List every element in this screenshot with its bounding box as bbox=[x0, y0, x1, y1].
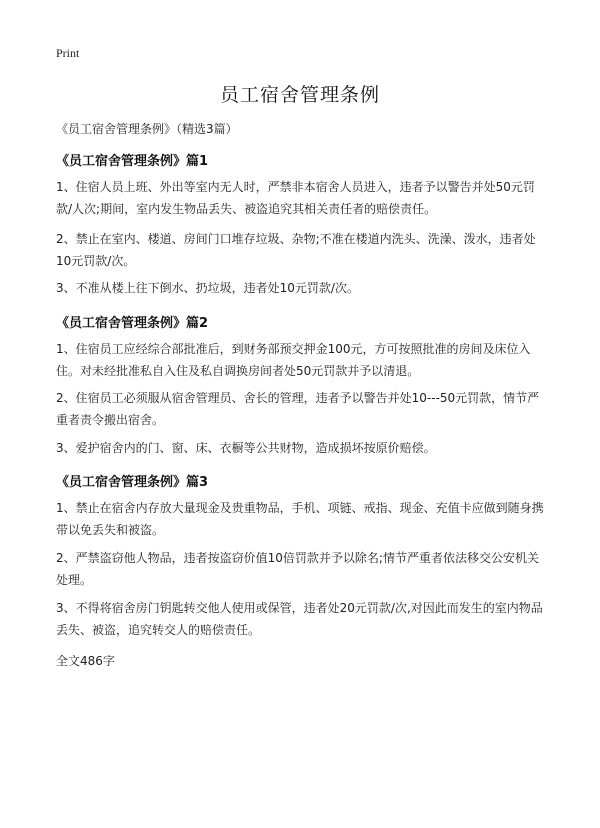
section-2-paragraph-3: 3、爱护宿舍内的门、窗、床、衣橱等公共财物，造成损坏按原价赔偿。 bbox=[56, 441, 436, 455]
section-heading-1: 《员工宿舍管理条例》篇1 bbox=[56, 154, 209, 169]
section-heading-3: 《员工宿舍管理条例》篇3 bbox=[56, 475, 209, 490]
word-count: 全文486字 bbox=[56, 654, 115, 668]
print-label[interactable]: Print bbox=[56, 46, 80, 60]
section-3-paragraph-2: 2、严禁盗窃他人物品，违者按盗窃价值10倍罚款并予以除名;情节严重者依法移交公安机关处理。 bbox=[56, 551, 539, 587]
section-1-paragraph-2: 2、禁止在室内、楼道、房间门口堆存垃圾、杂物;不准在楼道内洗头、洗澡、泼水，违者处10元罚款/次。 bbox=[56, 232, 536, 268]
section-3-paragraph-1: 1、禁止在宿舍内存放大量现金及贵重物品，手机、项链、戒指、现金、充值卡应做到随身携带以免丢失和被盗。 bbox=[56, 501, 544, 537]
document-subtitle: 《员工宿舍管理条例》（精选3篇） bbox=[56, 122, 238, 136]
section-heading-2: 《员工宿舍管理条例》篇2 bbox=[56, 316, 209, 331]
section-1-paragraph-3: 3、不准从楼上往下倒水、扔垃圾，违者处10元罚款/次。 bbox=[56, 281, 359, 295]
section-3-paragraph-3: 3、不得将宿舍房门钥匙转交他人使用或保管，违者处20元罚款/次,对因此而发生的室内物品丢失、被盗，追究转交人的赔偿责任。 bbox=[56, 601, 543, 637]
section-2-paragraph-2: 2、住宿员工必须服从宿舍管理员、舍长的管理，违者予以警告并处10---50元罚款，情节严重者责令搬出宿舍。 bbox=[56, 391, 540, 427]
document-title: 员工宿舍管理条例 bbox=[219, 84, 380, 106]
section-2-paragraph-1: 1、住宿员工应经综合部批准后，到财务部预交押金100元，方可按照批准的房间及床位入住。对未经批准私自入住及私自调换房间者处50元罚款并予以清退。 bbox=[56, 342, 531, 378]
section-1-paragraph-1: 1、住宿人员上班、外出等室内无人时，严禁非本宿舍人员进入，违者予以警告并处50元罚款/人次;期间，室内发生物品丢失、被盗追究其相关责任者的赔偿责任。 bbox=[56, 180, 535, 216]
